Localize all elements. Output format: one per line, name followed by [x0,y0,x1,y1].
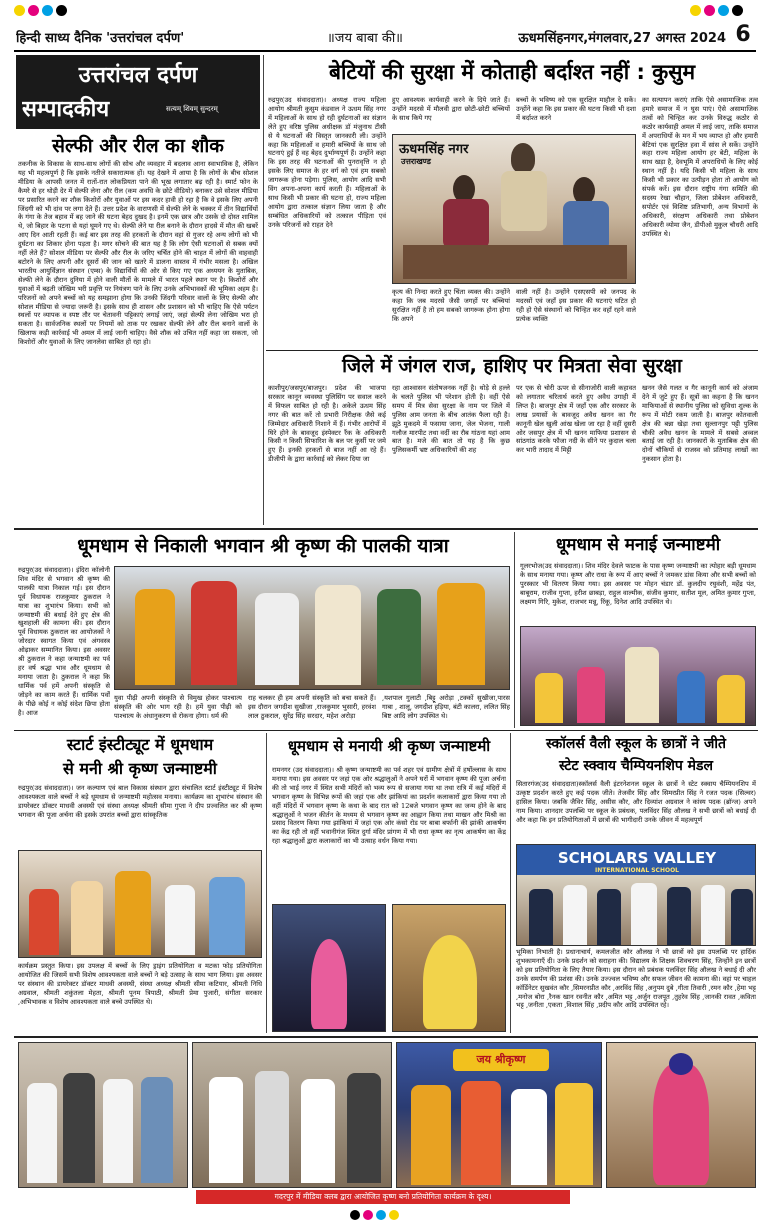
palki-left-col: रुद्रपुर(उद संवाददाता)। इंदिरा कॉलोनी शिव मंदिर से भगवान श्री कृष्ण की पालकी यात्रा निकाल गई। इस दौरान पूर्व विधायक राजकुमार ठुकराल ने यात्रा का शुभारंभ किया। सभी को जन्माष्टमी की बधाई देते हुए क्षेत्र की खुशहाली की कामना की। इस दौरान पूर्व विधायक ठुकराल का आयोजकों ने जोरदार स्वागत किया एवं अंगवस्त्र ओढ़ाकर सम्मानित किया। इस अवसर श्री ठुकराल ने कहा जन्माष्टमी का पर्व हर वर्ष श्रद्धा भाव और धूमधाम से मनाया जाता है। ठुकराल ने कहा कि धार्मिक पर्व हमें अपनी संस्कृति से जोड़ने का काम करते हैं। धार्मिक पर्वों के पीछे कोई न कोई संदेश छिपा होता है। आज [18,566,110,717]
kusum-col4: का सत्यापन कराएं ताकि ऐसे असामाजिक तत्व हमारे समाज में न घुस पाएं। ऐसे असामाजिक तत्वों को चिन्हित कर उनके विरुद्ध कठोर से कठोर कार्यवाही अमल में लाई जाए, ताकि समाज में अपराधियों के मन में भय व्याप्त हो और हमारी बेटियां एक सुरक्षित हवा में सांस ले सकें। उन्होंने कहा राज्य महिला आयोग हर बेटी, महिला के साथ खड़ा है, देवभूमि में अपराधियों के लिए कोई स्थान नहीं है। यदि किसी भी महिला के साथ किसी भी प्रकार का उत्पीड़न होता तो आयोग को संपर्क करें। इस दौरान राष्ट्रीय गंगा समिति की सदस्य रेखा चौहान, जिला प्रोबेशन अधिकारी, सपोर्टर एवं विशिष्ट प्रतिभागी, अन्य विभागों के अधिकारी, संरक्षण अधिकारी तथा प्रोबेशन अधिकारी व्योमा जैन, डीपीओ मुकुल चौधरी आदि उपस्थित थे। [642,96,758,238]
dot-cyan [42,5,53,16]
crown-shape [669,1053,693,1075]
person-silhouette [255,1071,289,1183]
masthead-rule [14,50,756,52]
kusum-col1: रुद्रपुर(उद संवाददाता)। अध्यक्ष राज्य महिला आयोग श्रीमती कुसुम कंडवाल ने ऊधम सिंह नगर में महिलाओं के साथ हो रही दुर्घटनाओं का संज्ञान लेते हुए वरिष्ठ पुलिस अधीक्षक डॉ मंजुनाथ टीसी से ये घटनाओं की विस्तृत जानकारी ली। उन्होंने कहा कि महिलाओं व हमारी बच्चियों के साथ जो घटनाएं हुई हैं वह बेहद दुर्भाग्यपूर्ण हैं। उन्होंने कहा कि इस तरह की घटनाओं की पुनरावृत्ति न हो इसके लिए समाज के हर वर्ग को एवं हम सबको जागरूक होना पड़ेगा। पुलिस, आयोग आदि सभी विंग अपना-अपना कार्य करती हैं। महिलाओं के साथ किसी भी प्रकार की घटना हो, राज्य महिला आयोग द्वारा तत्काल संज्ञान लिया जाता है और सम्बंधित अधिकारियों को तत्काल पीड़िता एवं उनके परिजनों को राहत देने [268,96,386,229]
editorial-motto: सत्यम् शिवम् सुन्दरम् [166,105,218,113]
editorial-banner-sub: सम्पादकीय [22,97,110,122]
start-divider [266,733,267,1033]
kusum-col3-top: बच्चों के भविष्य को एक सुरक्षित माहौल दे सकें। उन्होंने कहा कि इस प्रकार की घटना किसी भी दशा में बर्दाश्त करने [516,96,636,122]
start-photo [18,850,262,958]
jungle-col4: खनन जैसे गलत व गैर कानूनी कार्य को अंजाम देने में जुटे हुए हैं। सूत्रों का कहना है कि खनन माफियाओं से स्थानीय पुलिस को सुविधा शुल्क के रूप में मोटी रकम जाती है। बाजपुर कोतवाली क्षेत्र की बन्ना खेड़ा तथा सुल्तानपुर पट्टी पुलिस चौकी अवैध खनन के मामले में सबसे अव्वल बताई जा रही है। जानकारों के मुताबिक क्षेत्र की दोनों चौकियों से राजस्व को प्रतिमाह लाखों का नुकसान होता है। [642,384,758,464]
person-silhouette [63,1073,95,1183]
jungle-col1: काशीपुर/जसपुर/बाजपुर। प्रदेश की भाजपा सरकार कानून व्यवस्था पुलिसिंग पर सवाल करने में विफल साबित हो रही है। अकेले ऊधम सिंह नगर की बात करें तो प्रभारी निरीक्षक जैसे कई जिम्मेदार अधिकारी निशाने में हैं। गंभीर आरोपों में घिरे होने के बावजूद इंस्पेक्टर रैंक के अधिकारी किसी न किसी सिफारिश के बल पर कुर्सी पर जमे हुए हैं। इनकी हरकतों से बाज नहीं आ रहे हैं। डीजीपी के द्वारा कार्रवाई को लेकर दिया जा [268,384,386,464]
palki-divider [514,532,515,728]
registration-dots-left [14,5,67,16]
scholars-body-bottom: भूमिका निभाती है। प्रधानाचार्य, कमलजीत कौर औलख ने भी छात्रों को इस उपलब्धि पर हार्दिक शुभकामनाएँ दी। उनके प्रदर्शन को सराहना की। विद्यालय के शिक्षक शिवचरण सिंह, जिन्होंने इन छात्रों को इस प्रतियोगिता के लिए तैयार किया। इस दौरान को प्रबंधक पलविंदर सिंह औलख ने बधाई दी और उनके समर्पण की प्रशंसा की। उनके उज्ज्वल भविष्य और सफल जीवन की कामना की। वहां पर चाहल कॉर्डिनेटर सुखवंत कौर ,सिमरनप्रीत कौर ,अरविंद सिंह ,अनुपम दुबे ,गीता तिवारी ,रमन कौर ,हेमा भट्ट ,मनोज बोरा ,रैनक खान रवनीत कौर ,अमित भट्ट ,अर्जुन राजपूत ,तुहरेव सिंह ,जानकी रावत ,कविता भट्ट ,जनीता ,एकता ,विशाल सिंह ,प्रदीप कौर आदि उपस्थित रहे। [516,948,756,1010]
person-silhouette [71,881,103,955]
bottom-photo-2 [192,1042,392,1188]
section-rule [14,730,758,731]
dancer-silhouette [423,935,477,1029]
person-silhouette [255,593,299,685]
person-silhouette [555,1083,593,1185]
person-silhouette [103,1079,133,1183]
bottom-photo-4 [606,1042,756,1188]
person-silhouette [625,647,659,723]
dot-yellow [14,5,25,16]
paper-name: हिन्दी साध्य दैनिक 'उत्तरांचल दर्पण' [16,31,185,46]
dot-cyan [376,1210,386,1220]
scholars-headline-line1: स्कॉलर्स वैली स्कूल के छात्रों ने जीते [546,736,726,752]
start-body-top: रुद्रपुर(उद संवाददाता)। जन कल्याण एवं बाल विकास संस्थान द्वारा संचालित स्टार्ट इंस्टीट्यूट में विशेष आवश्यकता वाले बच्चों ने बड़े धूमधाम से जन्माष्टमी महोत्सव मनाया। कार्यक्रम का शुभारंभ संस्थान की डायरेक्टर डॉक्टर माधवी अवस्थी एवं संस्था अध्यक्ष श्रीमती सीमा गुप्ता ने दीप प्रज्वलित कर श्री कृष्ण भगवान की पूजा अर्चना की इसके उपरांत बच्चों द्वारा सांस्कृतिक [18,784,262,819]
bottom-caption: गदरपुर में मीडिया क्लब द्वारा आयोजित कृष्ण बनो प्रतियोगिता कार्यक्रम के दृश्य। [196,1190,570,1204]
bottom-photo-3 [396,1042,602,1188]
jungle-col3: पर एक से चोरी ऊपर से सीनाजोरी वाली कहावत को लगातार चरितार्थ करते हुए अवैध उगाही में लिप्त है। बाजपुर क्षेत्र में जहाँ एक और सरकार के लाख प्रयासों के बावजूद अवैध खनन का गैर कानूनी खेल खुली आंख खेला जा रहा है वहीं दूसरी ओर जसपुर क्षेत्र में भी खनन माफिया प्रशासन से सांठगांठ करके फौजा नदी के सीने पर कुदाल चला कर भारी तादाद में मिट्टी [516,384,636,455]
scholars-body-top: सितारगंज(उद संवाददाता)स्कॉलर्स वैली इंटरनेशनल स्कूल के छात्रों ने स्टेट स्क्वाय चैम्पियनशिप में उत्कृष्ट प्रदर्शन करते हुए कई पदक जीते। तेजवीर सिंह और सिमरप्रीत सिंह ने रजत पदक (सिल्वर) हासिल किया। जबकि जैविर सिंह, असीस कौर, और दिव्यांश अग्रवाल ने कांस्य पदक (ब्रॉन्ज) अपने नाम किया। शानदार उपलब्धि पर स्कूल के प्रबंधक, पलविंदर सिंह औलख ने सभी छात्रों को बधाई दी और कहा कि इन प्रतियोगिताओं में छात्रों की भागीदारी उनके जीवन में महत्वपूर्ण [516,780,756,824]
dot-black [56,5,67,16]
dot-yellow [389,1210,399,1220]
registration-dots-bottom [350,1210,399,1220]
editorial-divider [263,55,264,525]
dot-black [732,5,743,16]
kusum-col2-bottom: कृत्य की निन्दा करते हुए चिंता व्यक्त की। उन्होंने कहा कि जब मदरसे जैसी जगहों पर बच्चियां सुरक्षित नहीं है तो हम सबको जागरूक होना होगा कि अपने [392,288,510,323]
dot-magenta [704,5,715,16]
janmashtami2-divider [510,733,511,1033]
student-silhouette [597,889,621,945]
jungle-headline: जिले में जंगल राज, हाशिए पर मित्रता सेवा सुरक्षा [342,355,682,377]
person-silhouette [209,877,245,955]
start-body-bottom: कार्यक्रम प्रस्तुत किया। इस उपलक्ष में बच्चों के लिए ड्राइंग प्रतियोगिता व मटका फोड़ प्रतियोगिता आयोजित की जिसमें सभी विशेष आवश्यकता वाले बच्चों ने बड़े उत्साह के साथ भाग लिया। इस अवसर पर संस्थान की डायरेक्टर डॉक्टर माधवी अवस्थी, संस्था अध्यक्ष श्रीमती सीमा कटियार, श्रीमती निधि अग्रवाल, श्रीमती शकुंतला मेहता, श्रीमती पूनम त्रिपाठी, श्रीमती प्रेमा पुजारी, संगीता सरकार ,अभिभावक व विशेष आवश्यकता वाले बच्चे उपस्थित थे। [18,962,262,1006]
person-silhouette [411,1085,451,1185]
student-silhouette [667,887,691,945]
editorial-banner-title: उत्तरांचल दर्पण [78,63,198,88]
person-silhouette [301,1079,335,1183]
person-silhouette [511,1089,547,1185]
dot-black [350,1210,360,1220]
palki-bottom-col1: युवा पीढ़ी अपनी संस्कृति से विमुख होकर पाश्चात्य संस्कृति की ओर भाग रही है। हमें युवा पीढ़ी को पाश्चात्य के अंधानुकरण से रोकना होगा। धर्म की [114,694,242,720]
person-silhouette [315,585,361,685]
scholars-photo-banner: SCHOLARS VALLEY [557,849,717,867]
person-silhouette [443,199,489,249]
scholars-headline-line2: स्टेट स्क्वाय चैम्पियनशिप मेडल [558,758,714,774]
person-silhouette [563,201,609,251]
kusum-col2-top: हुए आवश्यक कार्यवाही करने के दिये जाते हैं। उन्होंने मदरसे में मौलवी द्वारा छोटी-छोटी बच्चियों के साथ किये गए [392,96,510,122]
child-silhouette [717,675,745,723]
section-rule [14,1036,758,1038]
person-silhouette [437,583,485,685]
person-silhouette [165,885,195,955]
scholars-photo-sub: INTERNATIONAL SCHOOL [594,867,680,874]
kusum-photo-sublabel: उत्तराखण्ड [401,157,431,166]
photo-badge: जय श्रीकृष्ण [453,1049,549,1071]
dot-magenta [28,5,39,16]
start-headline-line2: से मनी श्री कृष्ण जन्माष्टमी [63,759,217,778]
person-silhouette [135,589,175,685]
person-silhouette [29,889,59,955]
kusum-col3-bottom: वाली नहीं है। उन्होंने एसएसपी को जनपद के मदरसों एवं जहाँ इस प्रकार की घटनाएं घटित हो रही हो ऐसे संस्थानों को चिन्हित कर वहाँ रहने वाले प्रत्येक व्यक्ति [516,288,636,323]
student-silhouette [529,889,553,945]
dancer-silhouette [311,939,347,1029]
bottom-photo-1 [18,1042,188,1188]
section-rule [14,528,758,530]
person-silhouette [191,581,237,685]
scholars-photo [516,844,756,946]
student-silhouette [631,883,657,945]
student-silhouette [563,885,587,945]
child-krishna-silhouette [653,1063,709,1185]
start-headline-line1: स्टार्ट इंस्टीट्यूट में धूमधाम [66,735,214,754]
slogan: ॥जय बाबा की॥ [327,31,403,46]
student-silhouette [731,889,753,945]
janmashtami1-body: गूलरभोज(उद संवाददाता)। शिव मंदिर देवले फाटक के पास कृष्ण जन्माष्टमी का त्योहार बड़ी धूमधाम के साथ मनाया गया। कृष्ण और राधा के रूप में आए बच्चों ने जमकर डांस किया और सभी बच्चों को पुरस्कार भी वितरण किया गया। इस अवसर पर मोहन चंडार डॉ. कुलदीप रघुवंशी, महेंद्र पंत, बाबूराम, राजीव गुप्ता, हरीश छाबड़ा, राहुल वाल्मीक, संजीव कुमार, सतीश मूल, अमित कुमार गुप्ता, लक्ष्मण गिरि, मुकेश, राजभर मन्नू, रिंकू, दिनेश आदि उपस्थित थे। [520,562,756,606]
janmashtami1-headline: धूमधाम से मनाई जन्माष्टमी [555,535,721,555]
dot-yellow [690,5,701,16]
janmashtami2-photo-left [272,904,386,1032]
janmashtami2-photo-right [392,904,506,1032]
editorial-banner [16,55,260,129]
page-number: 6 [735,22,751,47]
person-silhouette [461,1081,501,1185]
kusum-bottom-rule [266,350,758,351]
registration-dots-right [690,5,743,16]
editorial-headline: सेल्फी और रील का शौक [52,135,224,157]
person-silhouette [501,171,547,231]
jungle-col2: रहा आश्वासन संतोषजनक नहीं है। थोड़े से हल्ले के चलते पुलिस भी परेशान होती है। वहीं ऐसे समय में मित्र सेवा सुरक्षा के नाम पर जिले में पुलिस आम जनता के बीच आतंक फैला रही है। झूठे मुकदमे में फसाया जाना, जेल भेजना, गाली गलौज मारपीट तथा वर्दी का रौब गांठना यहां आम बात है। मजे की बात तो यह है कि कुछ पुलिसकर्मी भ्रष्ट अधिकारियों की शह [392,384,510,455]
kusum-headline: बेटियों की सुरक्षा में कोताही बर्दाश्त नहीं : कुसुम [328,60,696,84]
janmashtami2-body: रामनगर (उद संवाददाता)। श्री कृष्ण जन्माष्टमी का पर्व शहर एवं ग्रामीण क्षेत्रों में हर्षोल्लास के साथ मनाया गया। इस अवसर पर जहां एक ओर श्रद्धालुओं ने अपने घरों में भगवान कृष्ण की पूजा अर्चना की तो भाई नगर में स्थित सभी मंदिरों को भव्य रूप से सजाया गया था तथा रात्रि में कई मंदिरों में भगवान कृष्ण के विभिन्न रूपों की जहां एक और झांकियां का प्रदर्शन कलाकारों द्वारा किया गया तो वहीं मंदिरों में भगवान कृष्ण के कथा के बाद रात को 12बजे भगवान कृष्ण का जन्म होने के बाद श्रद्धालुओं ने भजन कीर्तन के मध्यम से भगवान कृष्ण का आह्वान किया तथा माखन और मिश्री का प्रसाद वितरण किया गया झांकियां में जहां एक ओर कंसो रोड पर बाबा बर्फानी की झांकी आकर्षण का केंद्र रही तो वहीं भवानीगंज स्थित दुर्गा मंदिर प्रांगण में भी राधा कृष्ण का नृत्य आकर्षण का केंद्र रहा श्रद्धालुओं द्वारा कलाकारों का भी उत्साह वर्धन किया गया। [272,766,506,846]
palki-headline: धूमधाम से निकाली भगवान श्री कृष्ण की पालकी यात्रा [77,535,449,557]
person-silhouette [347,1073,381,1183]
person-silhouette [115,871,151,955]
palki-bottom-col2: राह चलकर ही हम अपनी संस्कृति को बचा सकते हैं। इस दौरान जगदीश सुखीजा ,राजकुमार भुसारी, हरवंश लाल ठुकराल, सुरेंद्र सिंह सरदार, महेश अरोड़ा [248,694,376,720]
palki-photo [114,566,510,690]
child-silhouette [677,671,705,723]
person-silhouette [27,1083,57,1183]
janmashtami2-headline: धूमधाम से मनायी श्री कृष्ण जन्माष्टमी [287,737,491,755]
person-silhouette [209,1077,243,1183]
person-silhouette [141,1077,173,1183]
kusum-photo [392,134,636,284]
student-silhouette [701,885,725,945]
janmashtami1-photo [520,626,756,726]
dot-magenta [363,1210,373,1220]
place-date: ऊधमसिंहनगर,मंगलवार,27 अगस्त 2024 [518,31,726,46]
table-surface [403,245,627,279]
child-silhouette [577,667,605,723]
palki-bottom-col3: ,यशपाल गुलाटी ,बिट्टू अरोड़ा ,टक्कों सुखीजा,पारस गाबा , शालू, जगदीश हड़िया, बंटी कालरा, ललित सिंह बिष्ट आदि लोग उपस्थित थे। [382,694,510,720]
editorial-body: तकनीक के विकास के साथ-साथ लोगों की सोच और व्यवहार में बदलाव आना स्वाभाविक है, लेकिन यह भी महत्वपूर्ण है कि इसके नतीजे सकारात्मक हों। यह देखने में आया है कि लोगों के बीच सोशल मीडिया के आपसी जनत में रातों-रात लोकप्रियता पाने की भूख लगातार बढ़ रही है। स्मार्ट फोन के कैमरे से हर थोड़ी देर में सेल्फी लेना और रील (कम अवधि के छोटे वीडियो) बनाकर उसे सोशल मीडिया पर प्रसारित करने का शौक किशोरों और युवाओं पर इस कदर हावी हो रहा है कि वे इसके लिए अपनी जिंदगी को भी दांव पर लगा देते हैं। उत्तर प्रदेश के वाराणसी में सेल्फी लेने के चक्कर में तीन विद्यार्थियों के गंगा के तेज बहाव में बह जाने की घटना बेहद दुखद है। इनमें एक छात्र और उसके दो दोस्त शामिल थे, जो बिहार के पटना से यहां घूमने गए थे। सेल्फी लेने या रील बनाने के दौरान हादसे में मौत की खबरें आए दिन आती रहती हैं। कई बार इस तरह की हरकतों के दौरान वहां से गुजर रहे अन्य लोगों को भी दुर्घटना का शिकार होना पड़ता है। मगर सोचने की बात यह है कि लोग ऐसी घटनाओं से सबक क्यों नहीं लेते हैं? सोशल मीडिया पर सेल्फी और रील के जरिए चर्चित होने की चाहत में लोगों की वाहवाही बटोरने के लिए अपनी और दूसरों की जान को खतरे में डालना वास्तव में गंभीर मसला है। अखिल भारतीय आयुर्विज्ञान संस्थान (एम्स) के विद्यार्थियों की ओर से किए गए एक अध्ययन के मुताबिक, सेल्फी लेने के दौरान दुनिया में होने वाली मौतों के मामले में भारत पहले स्थान पर है। किशोरों और युवाओं में बढ़ती जोखिम भरी प्रवृत्ति पर नियंत्रण पाने के लिए उनके अभिभावकों की भूमिका अहम है। परिजनों को अपने बच्चों को यह समझाना होगा कि उनकी जिंदगी परिवार वालों के लिए सेल्फी और सोशल मीडिया से ज्यादा जरूरी है। इसके साथ ही शासन और प्रशासन को भी चाहिए कि ऐसे पर्यटन स्थलों पर व्यापक व स्पष्ट तौर पर चेतावनी पट्टिकाएं लगाई जाएं, जहां सेल्फी लेना जोखिम भरा हो सकता है। सार्वजनिक स्थलों पर नियमों को ताक पर रखकर सेल्फी लेने और रील बनाने वालों के खिलाफ कड़ी कार्रवाई भी अमल में लाई जानी चाहिए। वैसे शौक को उचित नहीं कहा जा सकता, जो किशोरों और युवाओं के लिए जानलेवा साबित हो रहा हो। [18,160,258,347]
dot-cyan [718,5,729,16]
child-silhouette [535,673,563,723]
person-silhouette [511,143,535,173]
person-silhouette [377,589,421,685]
kusum-photo-label: ऊधमसिंह नगर [399,142,469,157]
